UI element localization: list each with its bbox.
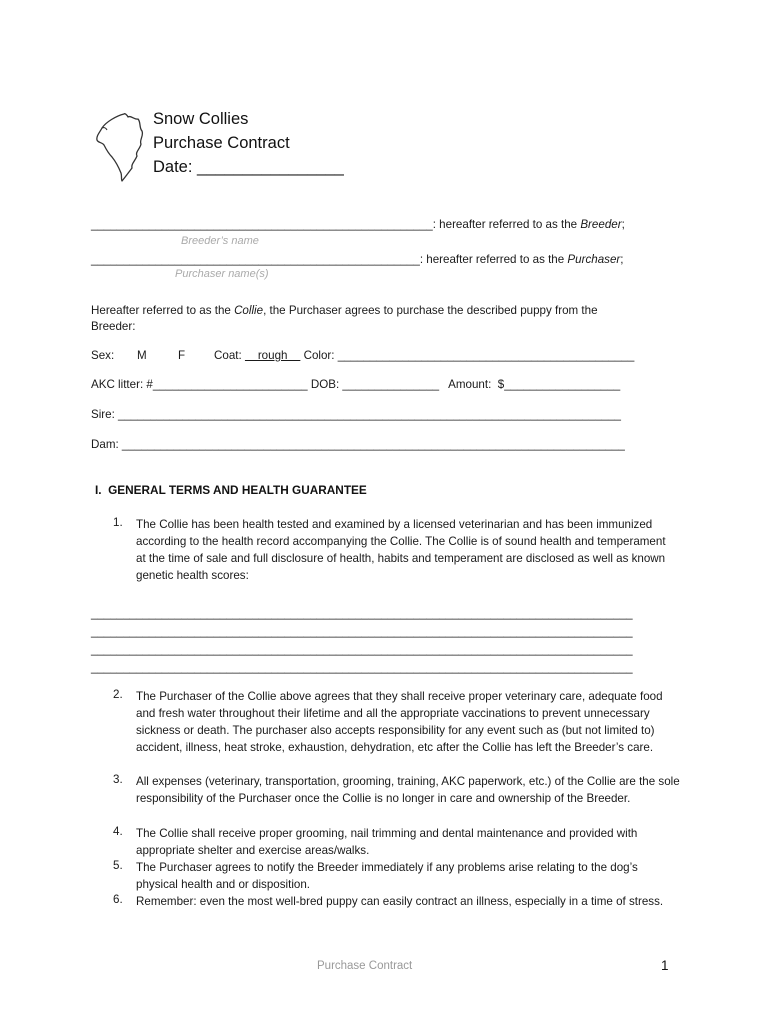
collie-logo-icon [94,112,150,182]
intro-paragraph-line1 [91,302,598,319]
sex-label: Sex: [91,349,115,362]
list-item-3-text: All expenses (veterinary, transportation, grooming, training, AKC paperwork, etc.) of the Collie are the sole responsibility of the Purchaser once the Collie is no longer in care and ownership of the Breeder. [136,775,680,805]
purchaser-name-caption: Purchaser name(s) [175,268,269,280]
date-field[interactable]: Date: ________________ [153,158,344,176]
purchaser-semicolon: ; [620,253,624,266]
intro-paragraph-line2: Breeder: [91,320,136,333]
purchaser-role: Purchaser [567,253,621,266]
sex-option-m[interactable]: M [137,349,147,362]
purchaser-name-line[interactable] [91,251,624,268]
list-number-5: 5. [113,859,123,872]
section-heading: I. GENERAL TERMS AND HEALTH GUARANTEE [95,483,367,497]
dam-field[interactable]: Dam: ______________________________________________________________________________ [91,438,625,451]
document-title: Purchase Contract [153,134,290,152]
breeder-role: Breeder [580,218,622,231]
page-number: 1 [661,958,669,973]
purchaser-line-text: ___________________________________________________: hereafter referred to as the [91,253,568,266]
breeder-line-text: _____________________________________________________: hereafter referred to as the [91,218,581,231]
sex-option-f[interactable]: F [178,349,186,362]
intro-part2: , the Purchaser agrees to purchase the described puppy from the [263,304,598,317]
list-number-3: 3. [113,773,123,786]
footer-title: Purchase Contract [317,960,413,972]
color-field[interactable]: Color: ______________________________________________ [300,349,635,362]
breeder-name-line[interactable] [91,216,625,233]
coat-color-line [214,347,634,364]
akc-dob-amount-line[interactable]: AKC litter: #________________________ DOB: _______________ Amount: $__________________ [91,378,621,391]
list-number-2: 2. [113,688,123,701]
health-scores-line-1[interactable]: ____________________________________________________________________________________ [91,607,633,620]
intro-collie: Collie [234,304,264,317]
list-item-1-text: The Collie has been health tested and examined by a licensed veterinarian and has been immunized according to the health record accompanying the Collie. The Collie is of sound health and temperament at the time of sale and full disclosure of health, habits and temperament are disclosed as well as known genetic health scores: [136,518,666,582]
list-number-1: 1. [113,516,123,529]
coat-value[interactable]: rough [244,349,301,362]
list-item-2-text: The Purchaser of the Collie above agrees that they shall receive proper veterinary care, adequate food and fresh water throughout their lifetime and all the appropriate vaccinations to prevent unnecessary sickness or death. The purchaser also accepts responsibility for any event such as (but not limited to) accident, illness, heat stroke, exhaustion, dehydration, etc after the Collie has left the Breeder’s care. [136,690,663,754]
kennel-name: Snow Collies [153,110,249,128]
intro-part1: Hereafter referred to as the [91,304,235,317]
list-item-4-text: The Collie shall receive proper grooming, nail trimming and dental maintenance and provided with appropriate shelter and exercise areas/walks. [136,827,638,857]
list-item-6-text: Remember: even the most well-bred puppy can easily contract an illness, especially in a time of stress. [136,895,664,908]
list-item-5-text: The Purchaser agrees to notify the Breeder immediately if any problems arise relating to the dog’s physical health and or disposition. [136,861,638,891]
list-number-4: 4. [113,825,123,838]
sire-field[interactable]: Sire: ______________________________________________________________________________ [91,408,621,421]
health-scores-line-4[interactable]: ____________________________________________________________________________________ [91,661,633,674]
coat-label: Coat: [214,349,245,362]
breeder-semicolon: ; [621,218,625,231]
health-scores-line-3[interactable]: ____________________________________________________________________________________ [91,643,633,656]
health-scores-line-2[interactable]: ____________________________________________________________________________________ [91,625,633,638]
breeder-name-caption: Breeder’s name [181,235,259,247]
list-number-6: 6. [113,893,123,906]
